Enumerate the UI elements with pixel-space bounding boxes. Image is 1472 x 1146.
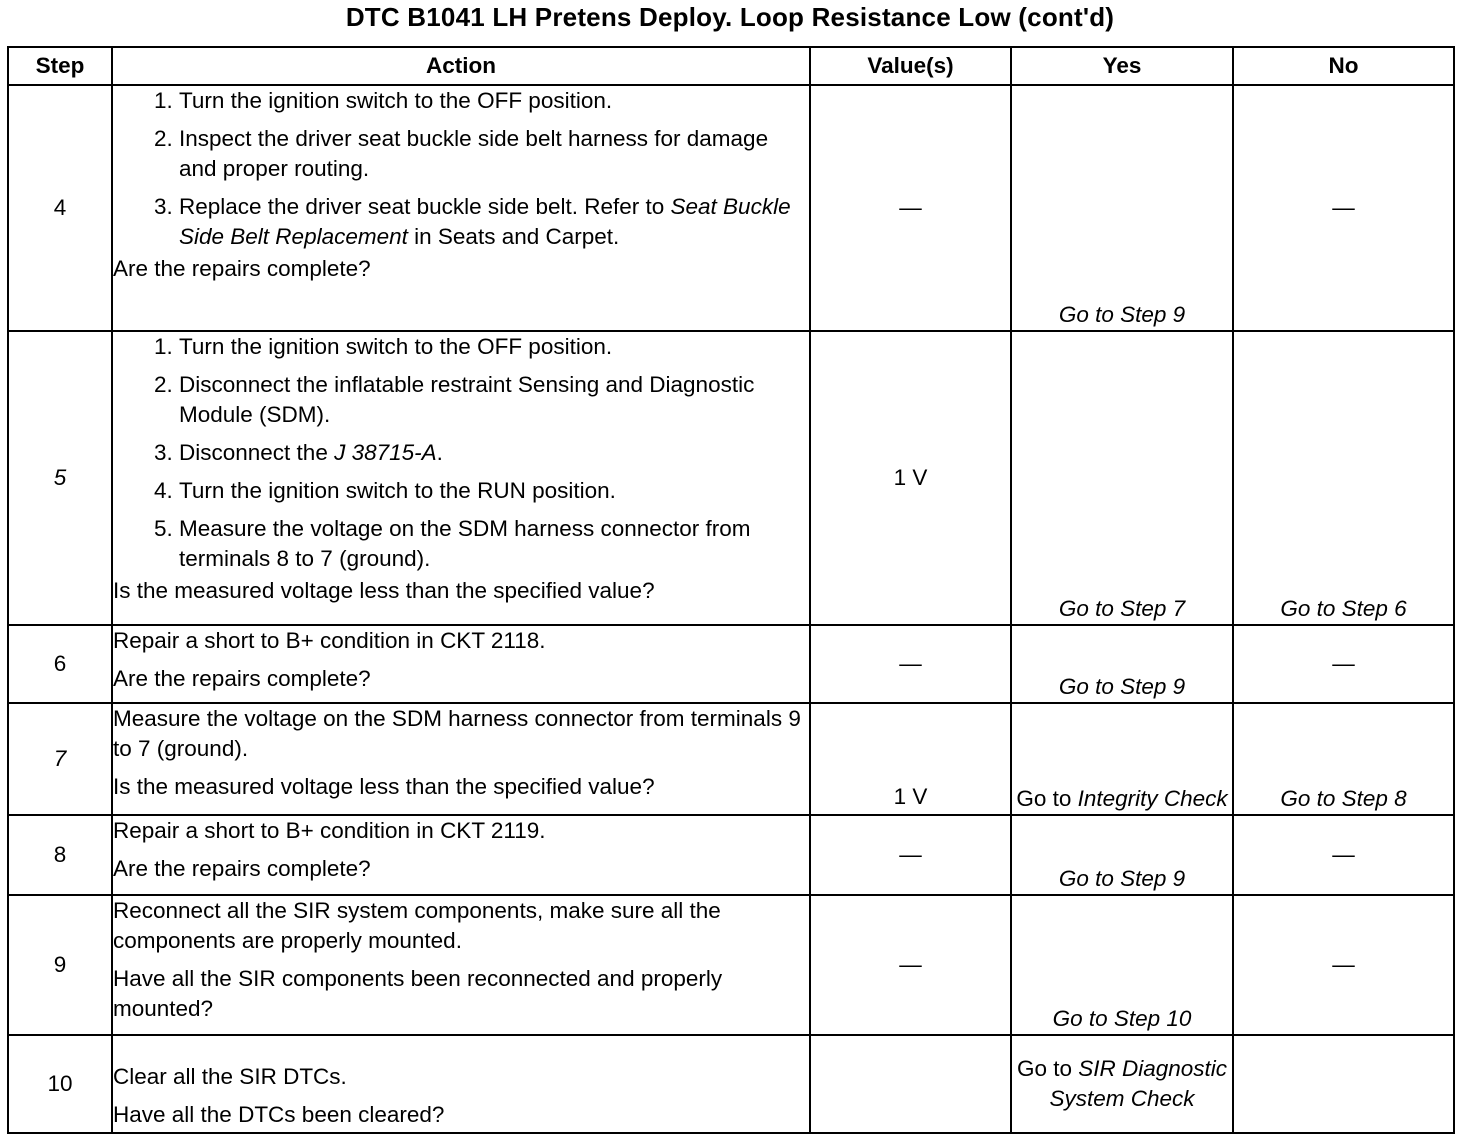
yes-cell: Go to Step 10	[1011, 895, 1233, 1035]
no-cell: —	[1233, 895, 1454, 1035]
instruction: Repair a short to B+ condition in CKT 2118.	[113, 628, 546, 653]
reference-link-integrity-check: Integrity Check	[1077, 786, 1228, 811]
question: Are the repairs complete?	[113, 666, 371, 691]
reference-link-seat-buckle: Seat Buckle Side Belt Replacement	[179, 194, 791, 249]
yes-cell: Go to Step 9	[1011, 625, 1233, 703]
procedure-step: 2. Inspect the driver seat buckle side belt harness for damage and proper routing.	[179, 124, 809, 184]
question: Is the measured voltage less than the specified value?	[113, 774, 655, 799]
header-no: No	[1233, 47, 1454, 85]
value-cell: —	[810, 895, 1011, 1035]
step-row-10	[8, 1035, 1454, 1133]
action-cell	[112, 815, 810, 895]
no-cell: —	[1233, 85, 1454, 331]
yes-cell	[1011, 703, 1233, 815]
action-cell	[112, 625, 810, 703]
step-text: Disconnect the	[179, 440, 335, 465]
action-cell	[112, 703, 810, 815]
action-cell	[112, 1035, 810, 1133]
value-cell: —	[810, 85, 1011, 331]
question: Are the repairs complete?	[113, 256, 371, 281]
header-step: Step	[8, 47, 112, 85]
tool-reference: J 38715-A	[334, 440, 437, 465]
instruction: Clear all the SIR DTCs.	[113, 1064, 347, 1089]
page-title: DTC B1041 LH Pretens Deploy. Loop Resistance Low (cont'd)	[345, 2, 1115, 32]
header-values: Value(s)	[810, 47, 1011, 85]
yes-cell: Go to Step 9	[1011, 815, 1233, 895]
yes-cell: Go to Step 9	[1011, 85, 1233, 331]
no-cell: —	[1233, 625, 1454, 703]
no-cell	[1233, 1035, 1454, 1133]
value-cell: —	[810, 625, 1011, 703]
step-text: Replace the driver seat buckle side belt. Refer to	[179, 194, 671, 219]
no-cell: Go to Step 6	[1233, 331, 1454, 625]
reference-link-sir-diagnostic-system-check: SIR Diagnostic System Check	[1049, 1056, 1228, 1111]
yes-cell: Go to Step 7	[1011, 331, 1233, 625]
step-row-8	[8, 815, 1454, 895]
step-row-6	[8, 625, 1454, 703]
value-cell	[810, 1035, 1011, 1133]
action-cell	[112, 85, 810, 331]
step-number: 4	[8, 85, 112, 331]
step-number: 6	[8, 625, 112, 703]
step-row-4	[8, 85, 1454, 331]
step-text: in Seats and Carpet.	[407, 224, 620, 249]
step-row-9	[8, 895, 1454, 1035]
value-cell: 1 V	[810, 331, 1011, 625]
instruction: Measure the voltage on the SDM harness connector from terminals 9 to 7 (ground).	[113, 706, 801, 761]
step-number: 8	[8, 815, 112, 895]
action-cell	[112, 895, 810, 1035]
question: Have all the SIR components been reconnected and properly mounted?	[113, 966, 723, 1021]
yes-prefix: Go to	[1016, 1056, 1079, 1081]
question: Is the measured voltage less than the specified value?	[113, 578, 655, 603]
step-number: 10	[8, 1035, 112, 1133]
procedure-step: 4. Turn the ignition switch to the RUN position.	[179, 476, 809, 506]
no-cell: Go to Step 8	[1233, 703, 1454, 815]
procedure-list	[113, 332, 809, 574]
step-number: 7	[8, 703, 112, 815]
header-action: Action	[112, 47, 810, 85]
instruction: Repair a short to B+ condition in CKT 2119.	[113, 818, 546, 843]
procedure-step: 2. Disconnect the inflatable restraint Sensing and Diagnostic Module (SDM).	[179, 370, 809, 430]
step-number: 5	[8, 331, 112, 625]
procedure-step	[179, 192, 809, 252]
procedure-list	[113, 86, 809, 252]
question: Are the repairs complete?	[113, 856, 371, 881]
value-cell: 1 V	[810, 703, 1011, 815]
step-row-5	[8, 331, 1454, 625]
diagnostic-table	[7, 46, 1455, 1134]
question: Have all the DTCs been cleared?	[113, 1102, 445, 1127]
step-number: 9	[8, 895, 112, 1035]
procedure-step: 1. Turn the ignition switch to the OFF position.	[179, 86, 809, 116]
value-cell: —	[810, 815, 1011, 895]
yes-prefix: Go to	[1016, 786, 1078, 811]
step-text: .	[436, 440, 443, 465]
header-yes: Yes	[1011, 47, 1233, 85]
no-cell: —	[1233, 815, 1454, 895]
action-cell	[112, 331, 810, 625]
instruction: Reconnect all the SIR system components, make sure all the components are properly mounted.	[113, 898, 721, 953]
yes-cell	[1011, 1035, 1233, 1133]
procedure-step: 1. Turn the ignition switch to the OFF position.	[179, 332, 809, 362]
header-row	[8, 47, 1454, 85]
step-row-7	[8, 703, 1454, 815]
procedure-step: 5. Measure the voltage on the SDM harness connector from terminals 8 to 7 (ground).	[179, 514, 809, 574]
procedure-step	[179, 438, 809, 468]
